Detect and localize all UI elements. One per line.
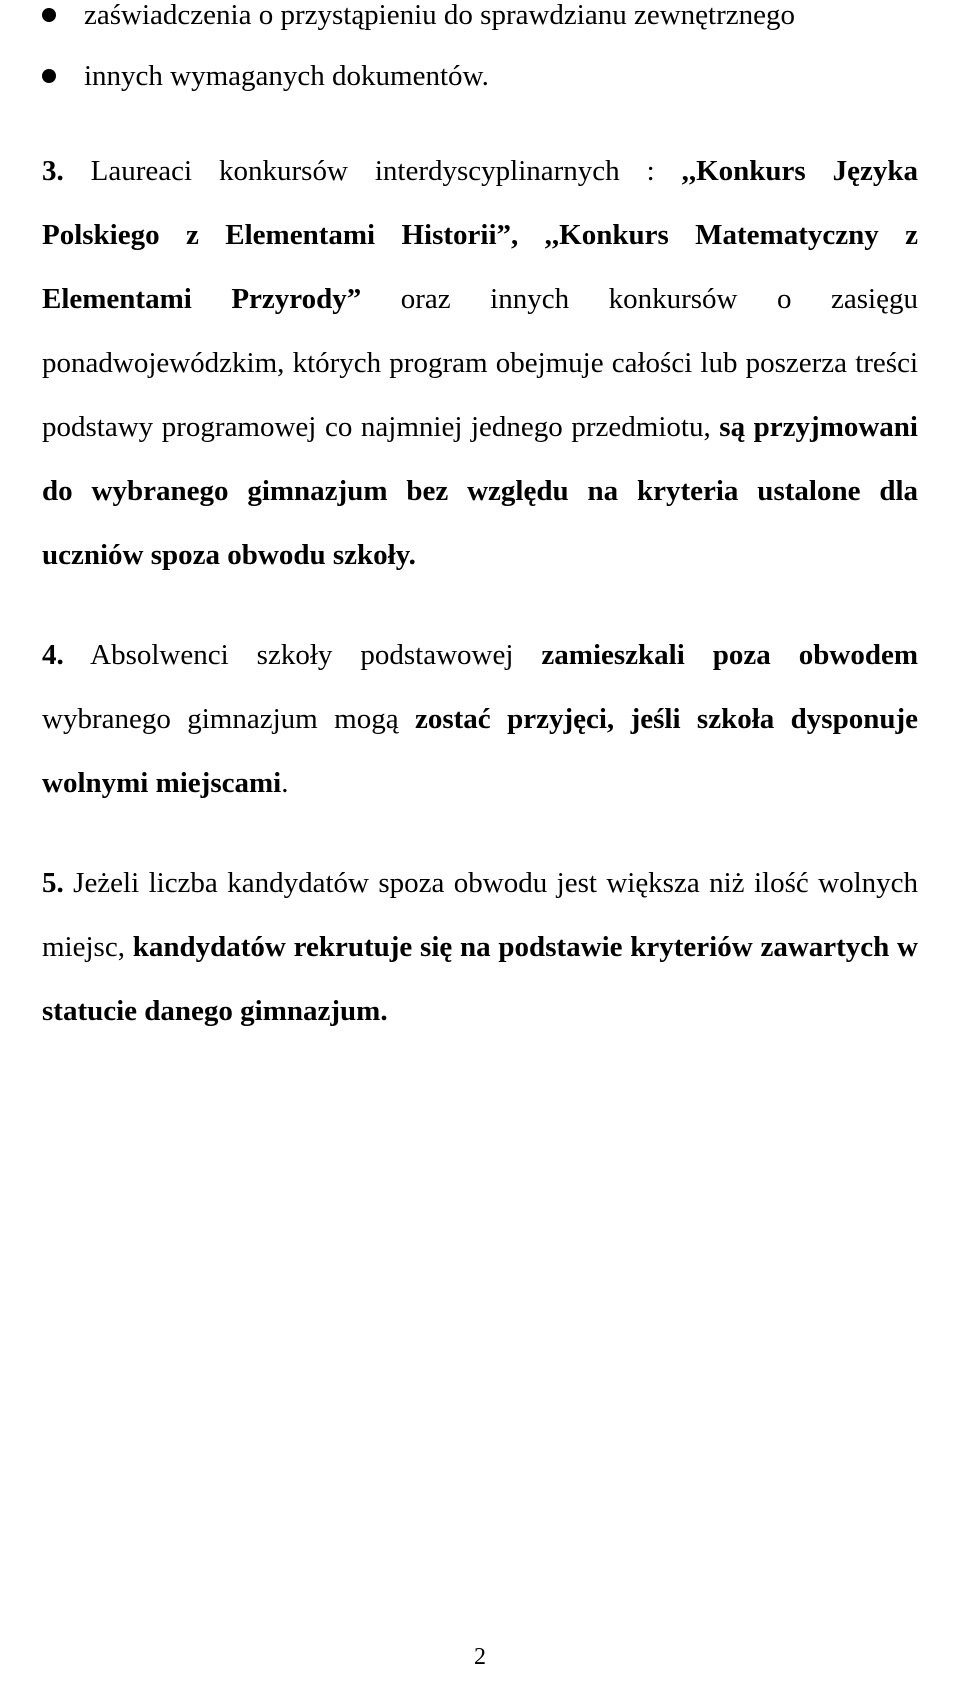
paragraph-bold-text: ,,Konkurs Języka Polskiego z Elementami Historii”, ,,Konkurs Matematyczny z Elementami Przyrody”: [42, 155, 918, 315]
required-documents-list: [42, 0, 918, 107]
paragraph-bold-text: są przyjmowani do wybranego gimnazjum bez względu na kryteria ustalone dla uczniów spoza obwodu szkoły.: [42, 411, 918, 571]
paragraph-text: oraz innych konkursów o zasięgu ponadwojewódzkim, których program obejmuje całości lub poszerza treści podstawy programowej co najmniej jednego przedmiotu,: [42, 283, 918, 443]
paragraph-text: Laureaci konkursów interdyscyplinarnych :: [63, 155, 682, 187]
paragraph-text: Absolwenci szkoły podstawowej: [63, 639, 542, 671]
paragraph-number: 5.: [42, 867, 64, 899]
paragraph-5: [42, 851, 918, 1043]
paragraph-4: [42, 623, 918, 815]
paragraph-text: .: [281, 767, 289, 799]
paragraph-number: 4.: [42, 639, 64, 671]
list-item: innych wymaganych dokumentów.: [42, 46, 918, 107]
document-page: [42, 0, 918, 1043]
list-item: zaświadczenia o przystąpieniu do sprawdzianu zewnętrznego: [42, 0, 918, 46]
paragraph-text: Jeżeli liczba kandydatów spoza obwodu jest większa niż ilość wolnych miejsc,: [42, 867, 918, 963]
paragraph-bold-text: zostać przyjęci, jeśli szkoła dysponuje wolnymi miejscami: [42, 703, 918, 799]
paragraph-number: 3.: [42, 155, 64, 187]
paragraph-text: wybranego gimnazjum mogą: [42, 703, 415, 735]
paragraph-bold-text: zamieszkali poza obwodem: [541, 639, 919, 671]
paragraph-3: [42, 139, 918, 587]
paragraph-bold-text: kandydatów rekrutuje się na podstawie kryteriów zawartych w statucie danego gimnazjum.: [42, 931, 918, 1027]
page-number: 2: [474, 1644, 486, 1670]
